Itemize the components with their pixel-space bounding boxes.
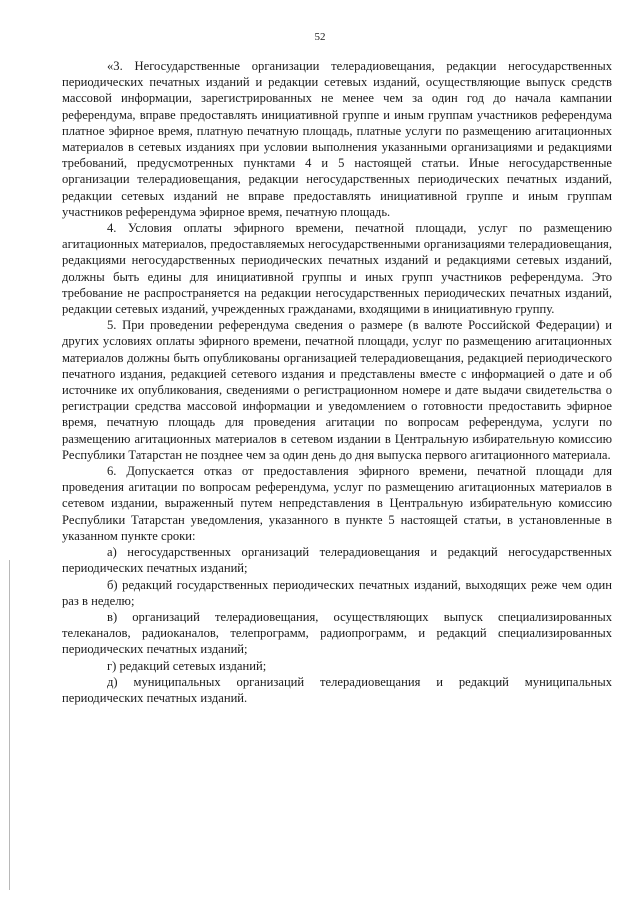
page-number: 52: [314, 31, 326, 43]
paragraph-3: «3. Негосударственные организации телерадиовещания, редакции негосударственных периодических печатных изданий и редакции сетевых изданий, осуществляющие выпуск средств массовой информации, зарегистрированных не менее чем за один год до начала кампании референдума, вправе предоставлять инициативной группе и иным группам участников референдума платное эфирное время, платную печатную площадь, платные услуги по размещению агитационных материалов в сетевых изданиях при условии выполнения указанными организациями и редакциями требований, предусмотренных пунктами 4 и 5 настоящей статьи. Иные негосударственные организации телерадиовещания, редакции негосударственных периодических печатных изданий, редакции сетевых изданий не вправе предоставлять инициативной группе и иным группам участников референдума эфирное время, печатную площадь.: [62, 59, 612, 219]
list-item-g: г) редакций сетевых изданий;: [107, 658, 267, 673]
scan-edge-line: [9, 560, 10, 890]
paragraph-5: 5. При проведении референдума сведения о размере (в валюте Российской Федерации) и других условиях оплаты эфирного времени, печатной площади, услуг по размещению агитационных материалов должны быть опубликованы организацией телерадиовещания, редакцией периодического печатного издания, редакцией сетевого издания и представлены вместе с информацией о дате и об источнике их опубликования, сведениями о регистрационном номере и дате выдачи свидетельства о регистрации средства массовой информации и уведомлением о готовности предоставить эфирное время, печатную площадь для проведения агитации по вопросам референдума, услуги по размещению агитационных материалов в сетевом издании в Центральную избирательную комиссию Республики Татарстан не позднее чем за один день до дня выпуска первого агитационного материала.: [62, 318, 612, 462]
document-body: [62, 58, 612, 706]
list-item-a: а) негосударственных организаций телерадиовещания и редакций негосударственных периодических печатных изданий;: [62, 545, 612, 576]
list-item-d: д) муниципальных организаций телерадиовещания и редакций муниципальных периодических печатных изданий.: [62, 674, 612, 705]
list-item-v: в) организаций телерадиовещания, осуществляющих выпуск специализированных телеканалов, радиоканалов, телепрограмм, радиопрограмм, и редакций специализированных периодических печатных изданий;: [62, 609, 612, 657]
paragraph-6: 6. Допускается отказ от предоставления эфирного времени, печатной площади для проведения агитации по вопросам референдума, услуг по размещению агитационных материалов в сетевом издании, выраженный путем непредставления в Центральную избирательную комиссию Республики Татарстан уведомления, указанного в пункте 5 настоящей статьи, в установленные в указанном пункте сроки:: [62, 464, 612, 543]
paragraph-4: 4. Условия оплаты эфирного времени, печатной площади, услуг по размещению агитационных материалов, предоставляемых негосударственными организациями телерадиовещания, редакциями негосударственных периодических печатных изданий и редакциями сетевых изданий, должны быть едины для инициативной группы и иных групп участников референдума. Это требование не распространяется на редакции негосударственных периодических печатных изданий, редакции сетевых изданий, учрежденных гражданами, входящими в инициативную группу.: [62, 221, 612, 317]
list-item-b: б) редакций государственных периодических печатных изданий, выходящих реже чем один раз в неделю;: [62, 577, 612, 608]
